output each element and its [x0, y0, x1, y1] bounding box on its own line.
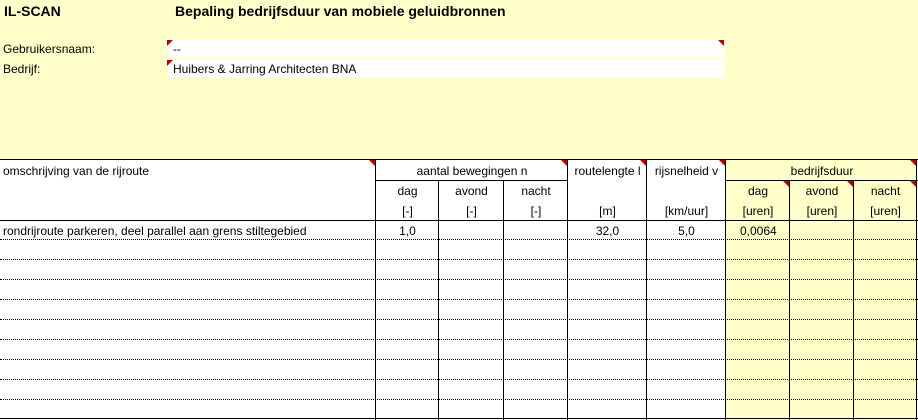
unit-d-avond: [uren] — [806, 204, 838, 218]
comment-marker[interactable] — [167, 60, 173, 66]
row-separator — [0, 399, 918, 400]
comment-marker[interactable] — [369, 160, 375, 166]
subheader-d-nacht: nacht — [870, 184, 901, 198]
group-header-movements: aantal bewegingen n — [416, 164, 528, 178]
unit-n-dag: [-] — [402, 204, 413, 218]
cell-d-dag: 0,0064 — [740, 224, 777, 238]
company-field[interactable]: Huibers & Jarring Architecten BNA — [168, 60, 724, 78]
cell-description[interactable]: rondrijroute parkeren, deel parallel aan grens stiltegebied — [3, 224, 307, 238]
user-label: Gebruikersnaam: — [3, 42, 96, 56]
group-header-duration: bedrijfsduur — [790, 164, 854, 178]
comment-marker[interactable] — [718, 40, 724, 46]
col-header-route-length: routelengte l — [574, 164, 641, 178]
user-field[interactable]: -- — [168, 40, 724, 58]
cell-speed[interactable]: 5,0 — [678, 224, 695, 238]
col-header-description: omschrijving van de rijroute — [3, 164, 150, 178]
subheader-d-avond: avond — [805, 184, 839, 198]
sheet-title: Bepaling bedrijfsduur van mobiele geluidbronnen — [175, 3, 506, 19]
col-border — [375, 159, 376, 420]
unit-d-nacht: [uren] — [870, 204, 901, 218]
subheader-d-dag: dag — [747, 184, 769, 198]
duration-columns-bg — [726, 159, 918, 420]
row-separator — [0, 299, 918, 300]
table-bottom-border — [0, 418, 918, 419]
comment-marker[interactable] — [167, 40, 173, 46]
row-separator — [0, 319, 918, 320]
col-border — [567, 159, 568, 420]
app-name: IL-SCAN — [4, 3, 61, 19]
col-header-speed: rijsnelheid v — [654, 164, 719, 178]
subheader-n-dag: dag — [397, 184, 418, 198]
row-separator — [0, 339, 918, 340]
col-border — [725, 159, 726, 420]
row-separator — [0, 279, 918, 280]
unit-d-dag: [uren] — [742, 204, 774, 218]
movements-group-divider — [376, 180, 568, 181]
company-label: Bedrijf: — [3, 62, 41, 76]
unit-speed: [km/uur] — [664, 204, 709, 218]
subheader-n-nacht: nacht — [521, 184, 551, 198]
table-top-border — [0, 159, 918, 160]
col-border — [646, 159, 647, 420]
unit-n-avond: [-] — [466, 204, 477, 218]
cell-length[interactable]: 32,0 — [595, 224, 620, 238]
row-separator — [0, 239, 918, 240]
subheader-n-avond: avond — [455, 184, 488, 198]
row-separator — [0, 259, 918, 260]
col-border — [916, 159, 917, 420]
header-bottom-border — [0, 220, 918, 221]
row-separator — [0, 359, 918, 360]
row-separator — [0, 379, 918, 380]
duration-group-divider — [726, 180, 918, 181]
cell-n-dag[interactable]: 1,0 — [399, 224, 416, 238]
unit-length: [m] — [599, 204, 616, 218]
unit-n-nacht: [-] — [530, 204, 542, 218]
